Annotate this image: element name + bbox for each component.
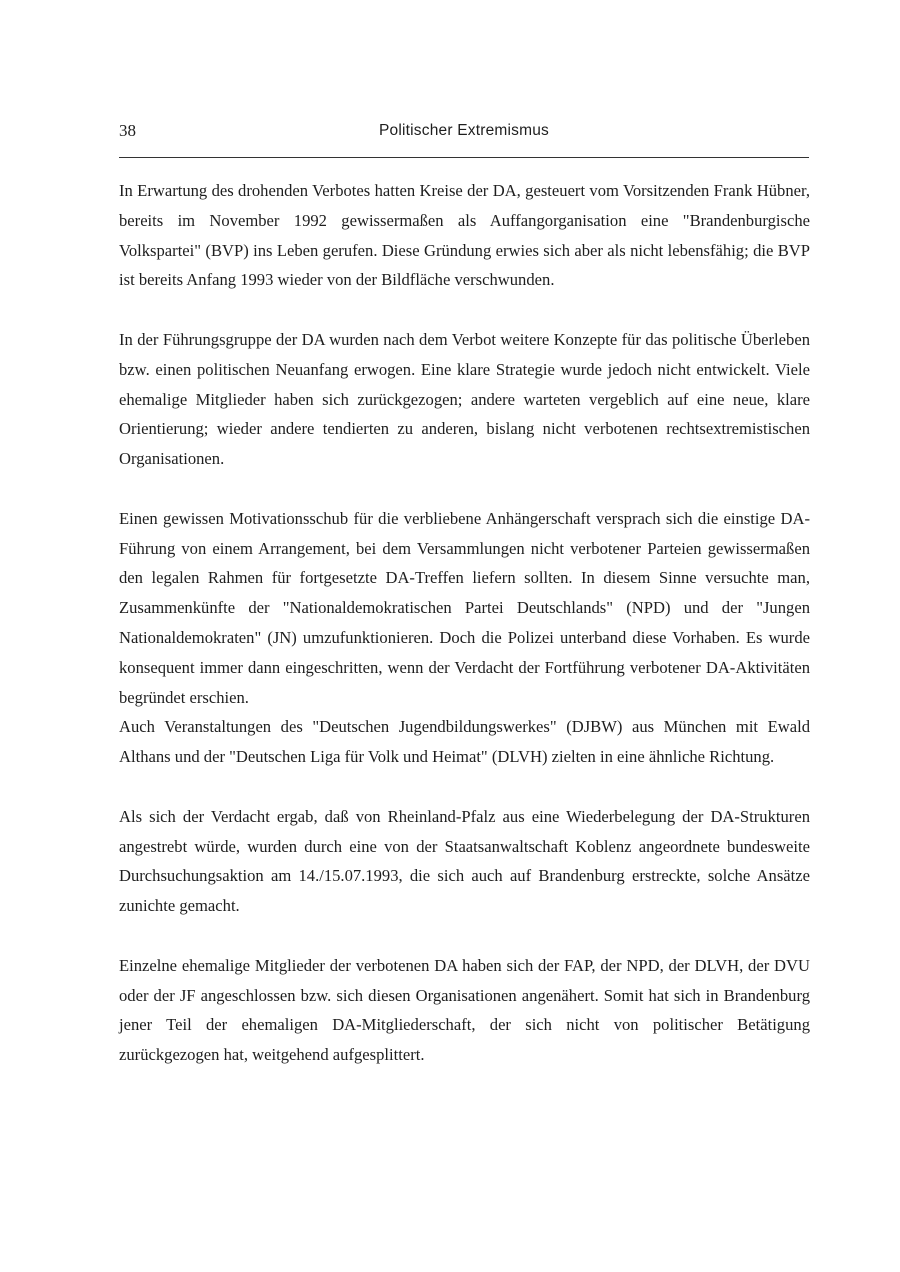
running-header bbox=[119, 118, 809, 144]
running-title: Politischer Extremismus bbox=[379, 122, 549, 139]
header-divider bbox=[119, 157, 809, 158]
paragraph-djbw-dlvh-events: Auch Veranstaltungen des "Deutschen Jugendbildungswerkes" (DJBW) aus München mit Ewald Althans und der "Deutschen Liga für Volk und Heimat" (DLVH) zielten in eine ähnliche Richtung. bbox=[119, 717, 810, 767]
paragraph-search-operation: Als sich der Verdacht ergab, daß von Rheinland-Pfalz aus eine Wiederbelegung der DA-Strukturen angestrebt würde, wurden durch eine von der Staatsanwaltschaft Koblenz angeordnete bundesweite Durchsuchungsaktion am 14./15.07.1993, die sich auch auf Brandenburg erstreckte, solche Ansätze zunichte gemacht. bbox=[119, 806, 810, 916]
paragraph-fragmentation: Einzelne ehemalige Mitglieder der verbotenen DA haben sich der FAP, der NPD, der DLVH, der DVU oder der JF angeschlossen bzw. sich diesen Organisationen angenähert. Somit hat sich in Brandenburg jener Teil der ehemaligen DA-Mitgliederschaft, der sich nicht von politischer Betätigung zurückgezogen hat, weitgehend aufgesplittert. bbox=[119, 955, 810, 1065]
page-number: 38 bbox=[119, 121, 136, 140]
paragraph-bvp-founding: In Erwartung des drohenden Verbotes hatten Kreise der DA, gesteuert vom Vorsitzenden Frank Hübner, bereits im November 1992 gewissermaßen als Auffangorganisation eine "Brandenburgische Volkspartei" (BVP) ins Leben gerufen. Diese Gründung erwies sich aber als nicht lebensfähig; die BVP ist bereits Anfang 1993 wieder von der Bildfläche verschwunden. bbox=[119, 181, 810, 290]
body-text bbox=[119, 176, 810, 1070]
paragraph-motivation-arrangement: Einen gewissen Motivationsschub für die verbliebene Anhängerschaft versprach sich die einstige DA-Führung von einem Arrangement, bei dem Versammlungen nicht verbotener Parteien gewissermaßen den legalen Rahmen für fortgesetzte DA-Treffen liefern sollten. In diesem Sinne versuchte man, Zusammenkünfte der "Nationaldemokratischen Partei Deutschlands" (NPD) und der "Jungen Nationaldemokraten" (JN) umzufunktionieren. Doch die Polizei unterband diese Vorhaben. Es wurde konsequent immer dann eingeschritten, wenn der Verdacht der Fortführung verbotener DA-Aktivitäten begründet erschien. bbox=[119, 508, 810, 707]
paragraph-leadership-concepts: In der Führungsgruppe der DA wurden nach dem Verbot weitere Konzepte für das politische Überleben bzw. einen politischen Neuanfang erwogen. Eine klare Strategie wurde jedoch nicht entwickelt. Viele ehemalige Mitglieder haben sich zurückgezogen; andere warteten vergeblich auf eine neue, klare Orientierung; wieder andere tendierten zu anderen, bislang nicht verbotenen rechtsextremistischen Organisationen. bbox=[119, 329, 810, 469]
